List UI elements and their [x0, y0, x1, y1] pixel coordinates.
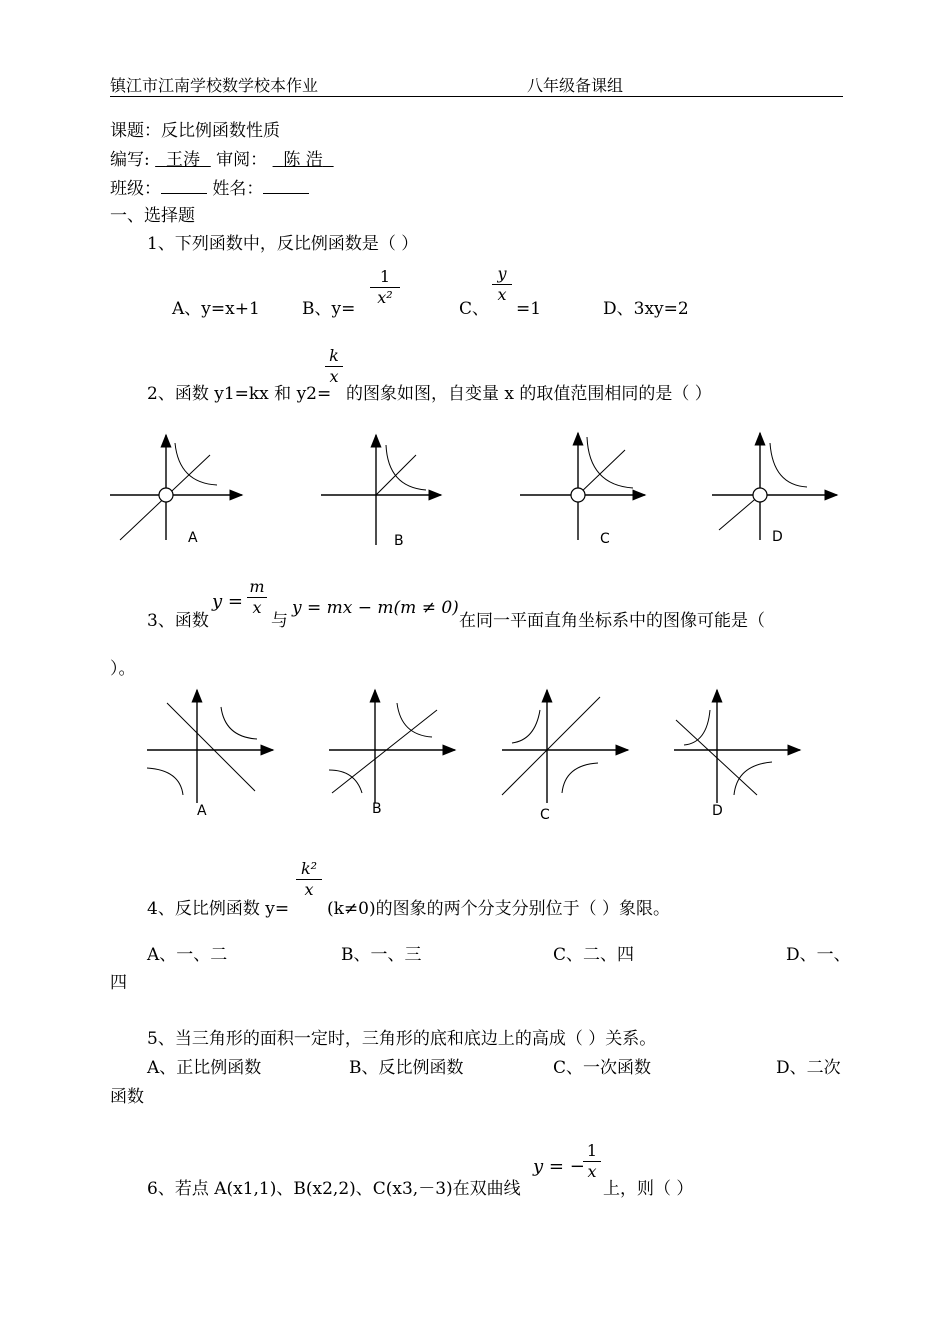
- q4-option-b: B、一、三: [341, 945, 422, 965]
- q3-graph-d: [672, 685, 812, 820]
- topic: 课题：反比例函数性质: [110, 121, 280, 141]
- reviewer-label: 审阅：: [216, 150, 268, 170]
- q3-label-d: D: [712, 803, 723, 819]
- header-group: 八年级备课组: [527, 76, 624, 95]
- q2-label-b: B: [394, 533, 404, 549]
- q2-graph-b: [316, 425, 461, 550]
- q3-formula-lhs: y =: [212, 591, 243, 612]
- author-name: 王涛: [165, 150, 200, 170]
- q2-label-c: C: [600, 531, 610, 547]
- class-blank[interactable]: [161, 179, 207, 194]
- q6-formula-fraction: 1 x: [583, 1142, 601, 1181]
- q4-option-d-cont: 四: [110, 973, 127, 993]
- q5-stem: 5、当三角形的面积一定时，三角形的底和底边上的高成（ ）关系。: [147, 1029, 657, 1049]
- q3-formula-fraction: m x: [247, 578, 267, 617]
- q2-graph-a: [105, 425, 250, 550]
- q2-stem-post: 的图象如图，自变量 x 的取值范围相同的是（ ）: [346, 384, 712, 404]
- q5-option-c: C、一次函数: [553, 1058, 652, 1078]
- q6-formula-lhs: y = −: [533, 1156, 585, 1177]
- q5-option-d-cont: 函数: [110, 1087, 144, 1107]
- name-label: 姓名：: [212, 179, 264, 199]
- q1-c-tail: =1: [516, 299, 542, 319]
- q3-stem-cont: ）。: [110, 659, 136, 679]
- q3-stem-post: 在同一平面直角坐标系中的图像可能是（: [459, 611, 765, 631]
- q3-graph-a: [145, 685, 285, 820]
- q1-option-b: B、y=: [302, 299, 356, 319]
- class-label: 班级：: [110, 179, 161, 199]
- q3-graph-b: [327, 685, 467, 820]
- header-school: 镇江市江南学校数学校本作业: [110, 76, 319, 95]
- q1-c-fraction: y x: [492, 265, 512, 304]
- class-name-line: [110, 179, 309, 199]
- q3-label-c: C: [540, 807, 550, 823]
- q6-stem-post: 上，则（ ）: [603, 1179, 694, 1199]
- q4-stem-post: (k≠0)的图象的两个分支分别位于（ ）象限。: [327, 899, 671, 919]
- section-title: 一、选择题: [110, 206, 195, 226]
- q5-option-a: A、正比例函数: [147, 1058, 262, 1078]
- q2-graph-d: [707, 425, 852, 550]
- q2-label-d: D: [772, 529, 783, 545]
- name-blank[interactable]: [263, 179, 309, 194]
- q4-option-d: D、一、: [786, 945, 851, 965]
- author-label: 编写:: [110, 150, 150, 170]
- q3-graph-c: [500, 685, 640, 823]
- q3-stem-pre: 3、函数: [147, 611, 209, 631]
- q1-stem: 1、下列函数中，反比例函数是（ ）: [147, 234, 419, 254]
- q4-option-a: A、一、二: [147, 945, 228, 965]
- q5-option-b: B、反比例函数: [349, 1058, 464, 1078]
- reviewer-name: 陈 浩: [283, 150, 323, 170]
- q2-graph-c: [515, 425, 660, 550]
- q6-stem-pre: 6、若点 A(x1,1)、B(x2,2)、C(x3,－3)在双曲线: [147, 1179, 521, 1199]
- q3-label-b: B: [372, 801, 382, 817]
- q1-b-fraction: 1 x²: [370, 268, 400, 307]
- q3-label-a: A: [197, 803, 207, 819]
- q2-stem-pre: 2、函数 y1=kx 和 y2=: [147, 384, 332, 404]
- header-rule: [110, 96, 843, 97]
- q1-option-c: C、: [459, 299, 490, 319]
- q4-fraction: k² x: [296, 860, 322, 899]
- q2-fraction: k x: [325, 347, 343, 386]
- q5-option-d: D、二次: [776, 1058, 841, 1078]
- q4-stem-pre: 4、反比例函数 y=: [147, 899, 290, 919]
- q2-label-a: A: [188, 530, 198, 546]
- q4-option-c: C、二、四: [553, 945, 635, 965]
- author-line: [110, 150, 334, 170]
- q3-formula-linear: y = mx − m(m ≠ 0): [292, 598, 459, 618]
- q3-stem-mid: 与: [271, 611, 288, 631]
- q1-option-a: A、y=x+1: [172, 299, 260, 319]
- q1-option-d: D、3xy=2: [603, 299, 689, 319]
